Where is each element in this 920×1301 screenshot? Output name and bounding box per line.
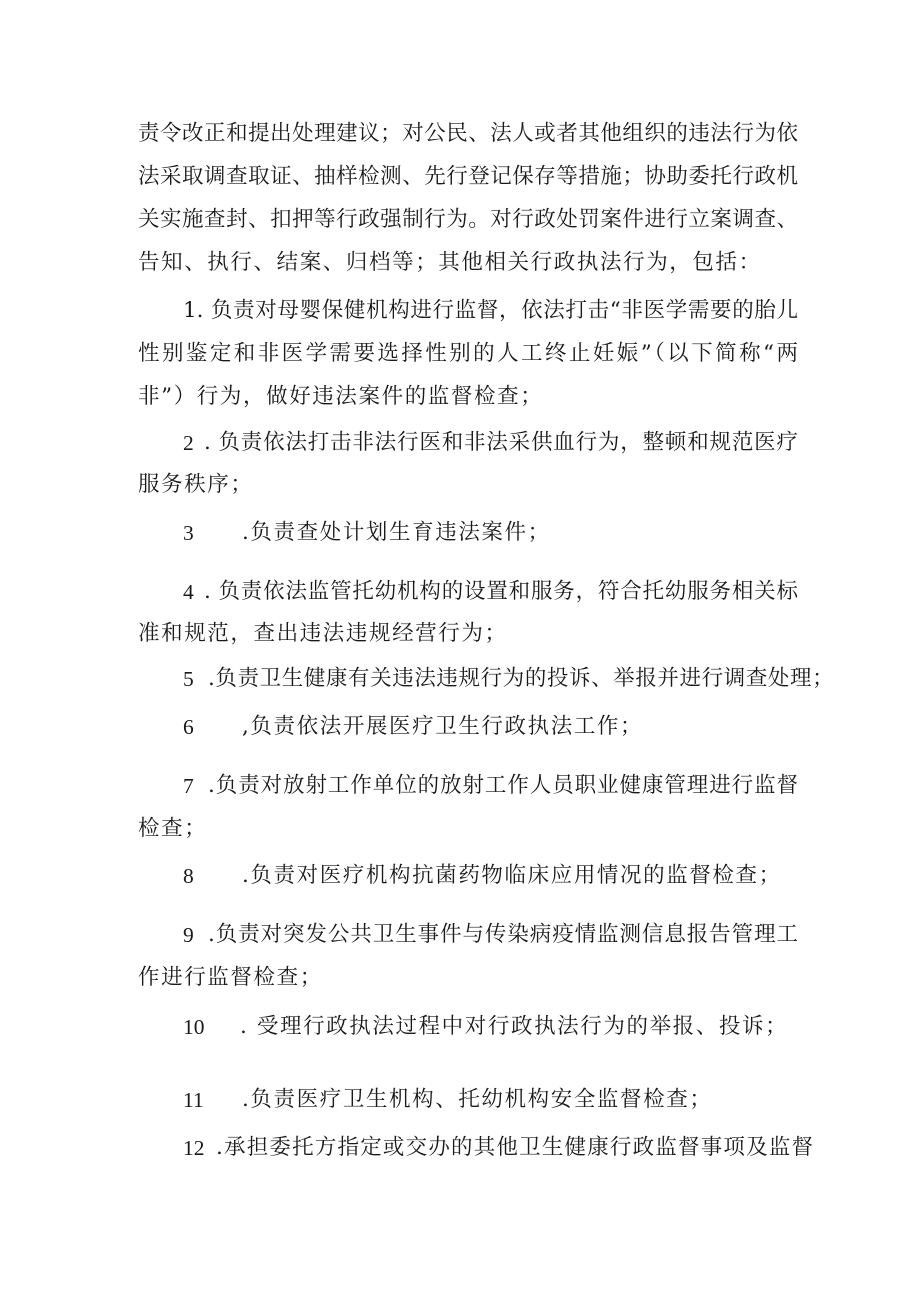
item-1-line-1: 1. 负责对母婴保健机构进行监督，依法打击“非医学需要的胎儿 (183, 298, 798, 323)
item-10-number: 10 (183, 1015, 205, 1039)
item-2-line-2: 服务秩序； (138, 472, 254, 497)
item-4-line-1: . 负责依法监管托幼机构的设置和服务，符合托幼服务相关标 (204, 579, 798, 604)
item-12-number: 12 (183, 1136, 205, 1160)
item-5-number: 5 (183, 667, 194, 691)
item-2-number: 2 (183, 431, 194, 455)
item-3-text: .负责查处计划生育违法案件； (242, 520, 551, 545)
item-1-line-2: 性别鉴定和非医学需要选择性别的人工终止妊娠”（以下简称“两 (138, 341, 798, 366)
item-7-line-2: 检查； (138, 816, 208, 841)
item-8-text: .负责对医疗机构抗菌药物临床应用情况的监督检查； (242, 863, 782, 888)
item-12-text: .承担委托方指定或交办的其他卫生健康行政监督事项及监督 (216, 1135, 815, 1160)
item-5-text: .负责卫生健康有关违法违规行为的投诉、举报并进行调查处理； (208, 666, 835, 691)
item-9-number: 9 (183, 923, 194, 947)
item-6-number: 6 (183, 715, 194, 739)
item-11-text: .负责医疗卫生机构、托幼机构安全监督检查； (242, 1087, 713, 1112)
item-7-line-1: .负责对放射工作单位的放射工作人员职业健康管理进行监督 (208, 773, 798, 798)
item-10-text: . 受理行政执法过程中对行政执法行为的举报、投诉； (240, 1014, 789, 1039)
item-9-line-2: 作进行监督检查； (138, 965, 323, 990)
item-8-number: 8 (183, 864, 194, 888)
intro-line-4: 告知、执行、结案、归档等；其他相关行政执法行为，包括： (138, 250, 762, 275)
intro-line-1: 责令改正和提出处理建议；对公民、法人或者其他组织的违法行为依 (138, 121, 798, 146)
intro-line-2: 法采取调查取证、抽样检测、先行登记保存等措施；协助委托行政机 (138, 164, 798, 189)
item-3-number: 3 (183, 521, 194, 545)
item-6-text: ,负责依法开展医疗卫生行政执法工作； (242, 714, 644, 739)
item-1-line-3: 非”）行为，做好违法案件的监督检查； (138, 384, 544, 409)
intro-line-3: 关实施查封、扣押等行政强制行为。对行政处罚案件进行立案调查、 (138, 207, 798, 232)
item-4-line-2: 准和规范，查出违法违规经营行为； (138, 621, 508, 646)
item-11-number: 11 (183, 1088, 204, 1112)
item-9-line-1: .负责对突发公共卫生事件与传染病疫情监测信息报告管理工 (208, 922, 798, 947)
item-2-line-1: . 负责依法打击非法行医和非法采供血行为，整顿和规范医疗 (204, 430, 798, 455)
item-7-number: 7 (183, 774, 194, 798)
item-4-number: 4 (183, 580, 194, 604)
